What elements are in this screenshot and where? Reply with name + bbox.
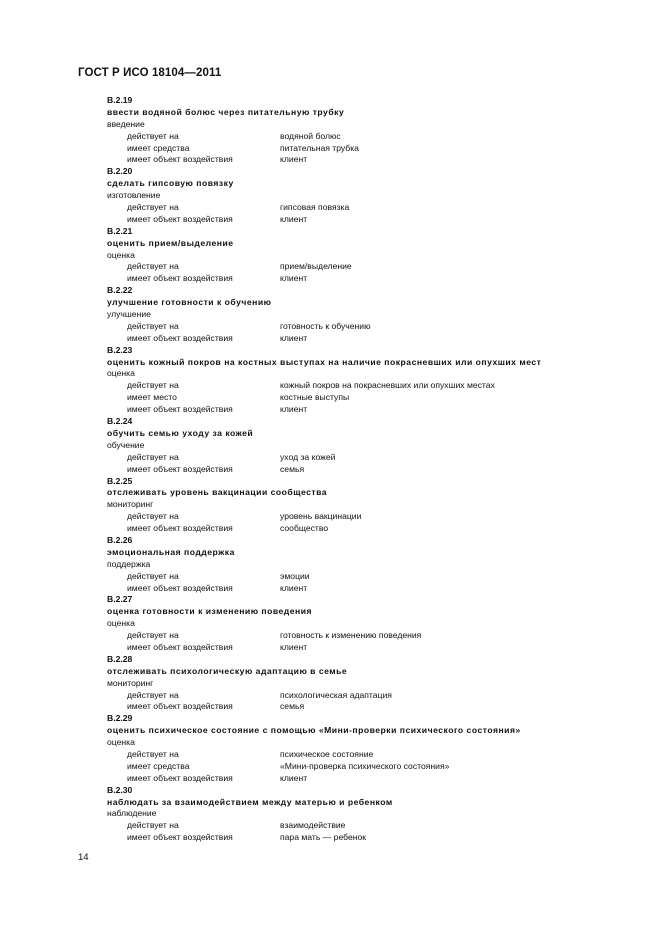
relation-row [107,820,627,832]
entry-title: отслеживать психологическую адаптацию в семье [107,665,348,676]
relation-name: имеет объект воздействия [127,772,233,783]
relation-row [107,131,627,143]
relation-value: прием/выделение [280,261,352,272]
entry-term: оценка [107,618,135,629]
entry-block [107,416,627,475]
relation-value: питательная трубка [280,142,359,153]
entry-title: наблюдать за взаимодействием между матерью и ребенком [107,796,393,807]
entry-term: оценка [107,368,135,379]
entry-term: введение [107,118,145,129]
page-header: ГОСТ Р ИСО 18104—2011 [78,67,222,79]
relation-value: готовность к обучению [280,320,371,331]
entry-title: эмоциональная поддержка [107,546,235,557]
entry-number: B.2.23 [107,344,133,355]
relation-row [107,273,627,285]
entry-block [107,594,627,653]
entry-block [107,654,627,713]
relation-name: действует на [127,689,179,700]
relation-name: имеет место [127,392,177,403]
entry-title: оценить прием/выделение [107,237,234,248]
entry-term: изготовление [107,190,161,201]
relation-row [107,380,627,392]
entry-block [107,345,627,416]
relation-value: готовность к изменению поведения [280,630,422,641]
relation-value: эмоции [280,570,310,581]
relation-row [107,214,627,226]
relation-value: семья [280,701,305,712]
entry-title: сделать гипсовую повязку [107,178,234,189]
relation-value: уход за кожей [280,451,336,462]
entry-block [107,95,627,166]
relation-value: клиент [280,332,308,343]
relation-name: имеет объект воздействия [127,404,233,415]
relation-name: действует на [127,630,179,641]
relation-name: имеет средства [127,142,190,153]
entry-term: мониторинг [107,499,154,510]
relation-row [107,523,627,535]
relation-value: пара мать — ребенок [280,832,367,843]
entry-title: оценить психическое состояние с помощью «Мини-проверки психического состояния» [107,725,521,736]
relation-value: взаимодействие [280,820,346,831]
relation-name: имеет объект воздействия [127,641,233,652]
relation-value: водяной болюс [280,130,341,141]
relation-name: имеет объект воздействия [127,213,233,224]
relation-row [107,511,627,523]
relation-row [107,701,627,713]
entry-list [107,95,627,844]
entry-number: B.2.28 [107,653,133,664]
relation-row [107,761,627,773]
relation-row [107,690,627,702]
relation-name: действует на [127,820,179,831]
entry-title: отслеживать уровень вакцинации сообщества [107,487,328,498]
relation-value: семья [280,463,305,474]
relation-name: действует на [127,320,179,331]
entry-title: улучшение готовности к обучению [107,297,272,308]
relation-name: имеет объект воздействия [127,832,233,843]
entry-block [107,226,627,285]
entry-number: B.2.25 [107,475,133,486]
relation-name: имеет объект воздействия [127,154,233,165]
relation-row [107,832,627,844]
entry-number: B.2.22 [107,285,133,296]
relation-row [107,452,627,464]
entry-number: B.2.21 [107,225,133,236]
relation-name: имеет объект воздействия [127,701,233,712]
relation-value: клиент [280,641,308,652]
entry-number: B.2.26 [107,534,133,545]
relation-value: сообщество [280,523,329,534]
relation-row [107,773,627,785]
entry-title: ввести водяной болюс через питательную трубку [107,106,345,117]
relation-row [107,143,627,155]
entry-number: B.2.30 [107,784,133,795]
relation-value: клиент [280,154,308,165]
relation-name: действует на [127,511,179,522]
entry-title: обучить семью уходу за кожей [107,427,254,438]
relation-name: имеет объект воздействия [127,523,233,534]
relation-value: психологическая адаптация [280,689,392,700]
relation-name: имеет объект воздействия [127,582,233,593]
entry-title: оценка готовности к изменению поведения [107,606,313,617]
entry-term: мониторинг [107,677,154,688]
relation-value: клиент [280,273,308,284]
entry-number: B.2.19 [107,95,133,105]
relation-value: клиент [280,582,308,593]
relation-row [107,404,627,416]
relation-row [107,202,627,214]
entry-number: B.2.20 [107,166,133,177]
relation-row [107,642,627,654]
relation-value: клиент [280,404,308,415]
relation-row [107,333,627,345]
page-number: 14 [78,852,89,863]
relation-row [107,154,627,166]
relation-value: гипсовая повязка [280,202,350,213]
relation-value: уровень вакцинации [280,511,362,522]
relation-name: действует на [127,570,179,581]
entry-block [107,166,627,225]
entry-number: B.2.24 [107,416,133,427]
relation-name: имеет средства [127,760,190,771]
relation-row [107,630,627,642]
relation-row [107,583,627,595]
relation-row [107,261,627,273]
entry-term: обучение [107,439,145,450]
entry-block [107,785,627,844]
entry-block [107,476,627,535]
entry-block [107,713,627,784]
relation-value: клиент [280,772,308,783]
entry-term: улучшение [107,309,151,320]
entry-term: оценка [107,737,135,748]
relation-name: действует на [127,261,179,272]
entry-number: B.2.27 [107,594,133,605]
relation-name: действует на [127,451,179,462]
relation-row [107,749,627,761]
relation-name: имеет объект воздействия [127,273,233,284]
relation-name: имеет объект воздействия [127,332,233,343]
relation-name: действует на [127,748,179,759]
entry-title: оценить кожный покров на костных выступах на наличие покрасневших или опухших мест [107,356,542,367]
relation-value: клиент [280,213,308,224]
entry-term: наблюдение [107,808,157,819]
relation-name: имеет объект воздействия [127,463,233,474]
relation-name: действует на [127,380,179,391]
relation-row [107,392,627,404]
entry-block [107,285,627,344]
relation-value: «Мини-проверка психического состояния» [280,760,450,771]
entry-block [107,535,627,594]
entry-number: B.2.29 [107,713,133,724]
entry-term: оценка [107,249,135,260]
relation-value: кожный покров на покрасневших или опухших местах [280,380,495,391]
relation-value: психическое состояние [280,748,374,759]
relation-row [107,464,627,476]
relation-name: действует на [127,202,179,213]
relation-name: действует на [127,130,179,141]
relation-row [107,321,627,333]
relation-value: костные выступы [280,392,350,403]
entry-term: поддержка [107,558,151,569]
relation-row [107,571,627,583]
